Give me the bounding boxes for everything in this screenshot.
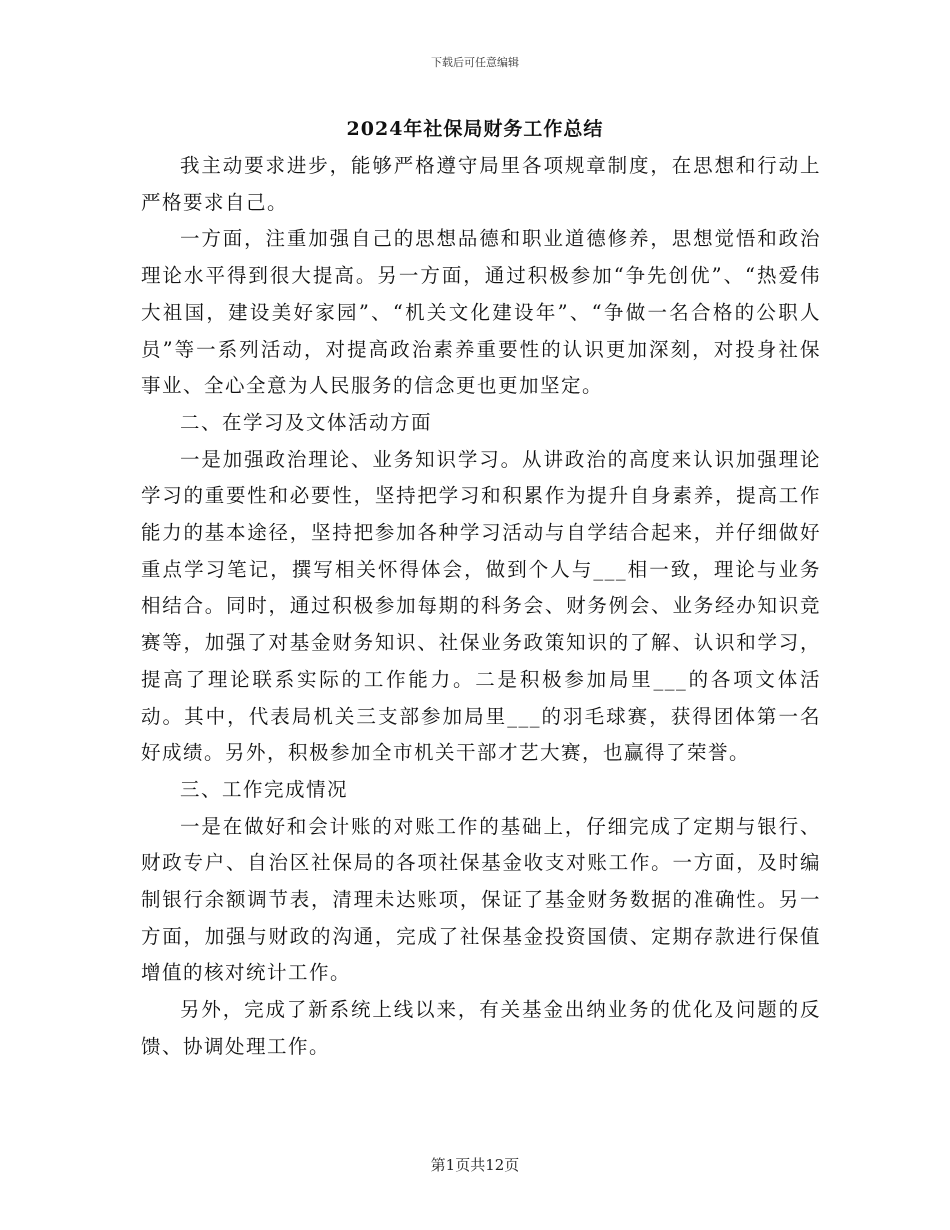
page-number: 第1页共12页 bbox=[430, 1156, 520, 1174]
section-heading: 三、工作完成情况 bbox=[180, 777, 349, 801]
document-title: 2024年社保局财务工作总结 bbox=[346, 118, 604, 140]
paragraph: 我主动要求进步，能够严格遵守局里各项规章制度，在思想和行动上严格要求自己。 bbox=[141, 154, 821, 214]
section-heading: 二、在学习及文体活动方面 bbox=[180, 410, 433, 434]
paragraph: 另外，完成了新系统上线以来，有关基金出纳业务的优化及问题的反馈、协调处理工作。 bbox=[141, 998, 821, 1058]
paragraph: 一是在做好和会计账的对账工作的基础上，仔细完成了定期与银行、财政专户、自治区社保局的各项社保基金收支对账工作。一方面，及时编制银行余额调节表，清理未达账项，保证了基金财务数据的准确性。另一方面，加强与财政的沟通，完成了社保基金投资国债、定期存款进行保值增值的核对统计工作。 bbox=[141, 814, 821, 985]
document-body bbox=[141, 148, 821, 1066]
paragraph: 一是加强政治理论、业务知识学习。从讲政治的高度来认识加强理论学习的重要性和必要性，坚持把学习和积累作为提升自身素养，提高工作能力的基本途径，坚持把参加各种学习活动与自学结合起来，并仔细做好重点学习笔记，撰写相关怀得体会，做到个人与___相一致，理论与业务相结合。同时，通过积极参加每期的科务会、财务例会、业务经办知识竞赛等，加强了对基金财务知识、社保业务政策知识的了解、认识和学习，提高了理论联系实际的工作能力。二是积极参加局里___的各项文体活动。其中，代表局机关三支部参加局里___的羽毛球赛，获得团体第一名好成绩。另外，积极参加全市机关干部才艺大赛，也赢得了荣誉。 bbox=[141, 447, 821, 765]
paragraph: 一方面，注重加强自己的思想品德和职业道德修养，思想觉悟和政治理论水平得到很大提高。另一方面，通过积极参加“争先创优”、“热爱伟大祖国，建设美好家园”、“机关文化建设年”、“争做一名合格的公职人员”等一系列活动，对提高政治素养重要性的认识更加深刻，对投身社保事业、全心全意为人民服务的信念更也更加坚定。 bbox=[141, 227, 821, 398]
header-note: 下载后可任意编辑 bbox=[431, 56, 519, 69]
